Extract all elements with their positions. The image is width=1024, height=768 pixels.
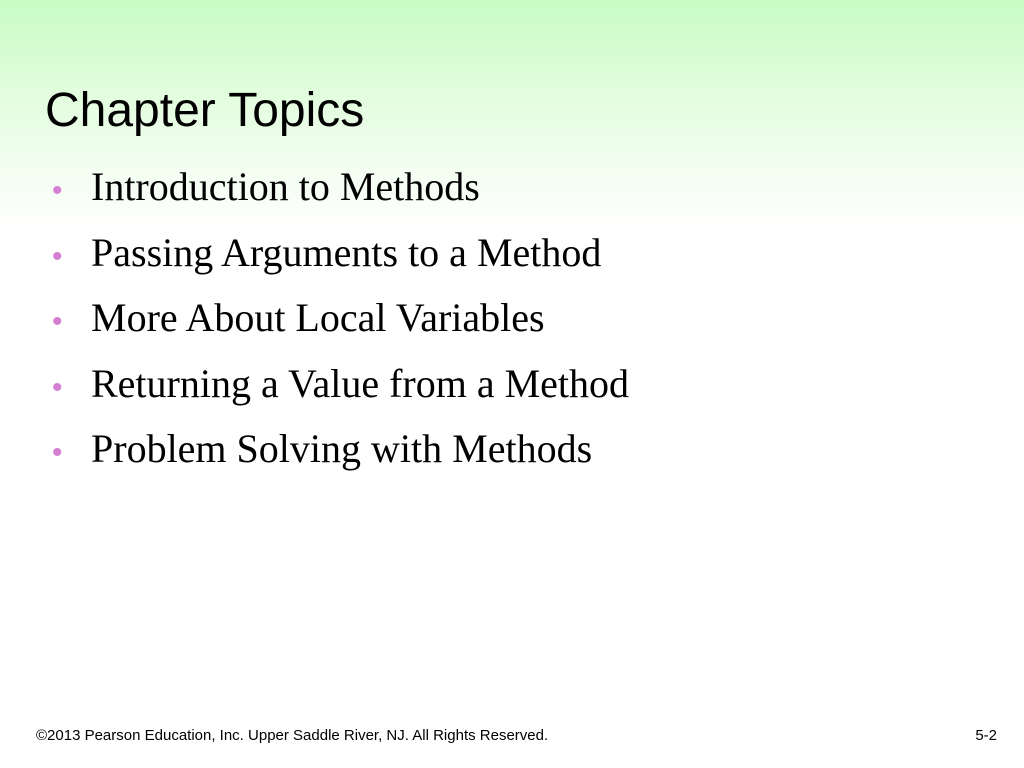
list-item-text: Problem Solving with Methods — [91, 426, 593, 471]
bullet-icon: • — [52, 239, 63, 273]
list-item — [52, 424, 629, 490]
copyright-notice: ©2013 Pearson Education, Inc. Upper Saddle River, NJ. All Rights Reserved. — [36, 727, 549, 744]
list-item-text: Returning a Value from a Method — [91, 360, 630, 406]
list-item — [52, 293, 629, 359]
bullet-icon: • — [52, 305, 63, 338]
list-item-text: More About Local Variables — [91, 295, 545, 340]
list-item — [52, 228, 629, 294]
topic-list — [52, 162, 629, 490]
list-item-text: Introduction to Methods — [91, 164, 480, 209]
slide-title: Chapter Topics — [45, 84, 365, 137]
list-item — [52, 162, 629, 228]
list-item — [52, 359, 629, 425]
bullet-icon: • — [52, 174, 63, 207]
bullet-icon: • — [52, 436, 63, 469]
slide-number: 5-2 — [975, 727, 997, 744]
list-item-text: Passing Arguments to a Method — [91, 229, 602, 275]
bullet-icon: • — [52, 370, 63, 404]
